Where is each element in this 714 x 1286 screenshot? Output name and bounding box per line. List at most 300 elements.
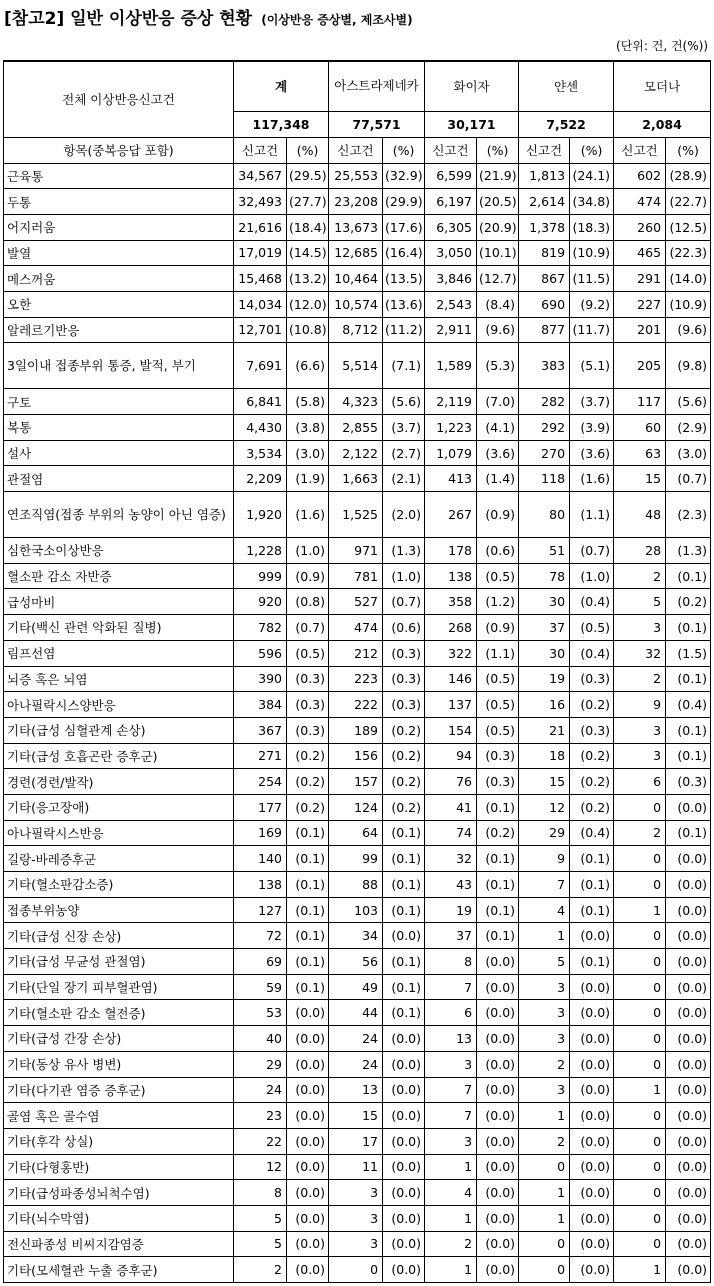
report-count-cell: 390 (234, 666, 287, 692)
moderna-total-value: 2,084 (614, 111, 711, 137)
report-count-cell: 24 (329, 1026, 383, 1052)
percent-cell: (5.8) (287, 389, 329, 415)
report-count-cell: 5 (234, 1205, 287, 1231)
report-count-cell: 177 (234, 794, 287, 820)
percent-cell: (0.1) (287, 846, 329, 872)
percent-cell: (0.0) (477, 1257, 519, 1283)
report-count-cell: 8 (425, 949, 477, 975)
percent-cell: (0.0) (666, 1128, 711, 1154)
percent-cell: (3.7) (570, 389, 614, 415)
percent-cell: (0.4) (666, 692, 711, 718)
page-subtitle: (이상반응 증상별, 제조사별) (261, 13, 413, 27)
percent-cell: (0.1) (287, 949, 329, 975)
percent-cell: (0.0) (570, 1128, 614, 1154)
percent-column-header: (%) (570, 137, 614, 163)
count-column-header: 신고건 (519, 137, 570, 163)
percent-cell: (0.2) (570, 769, 614, 795)
percent-cell: (18.3) (570, 214, 614, 240)
percent-column-header: (%) (383, 137, 425, 163)
percent-cell: (9.8) (666, 343, 711, 389)
report-count-cell: 1 (519, 1205, 570, 1231)
report-count-cell: 103 (329, 897, 383, 923)
percent-cell: (0.5) (477, 666, 519, 692)
report-count-cell: 13 (329, 1077, 383, 1103)
percent-cell: (0.0) (477, 1180, 519, 1206)
percent-cell: (1.9) (287, 466, 329, 492)
percent-cell: (0.0) (477, 974, 519, 1000)
report-count-cell: 189 (329, 717, 383, 743)
percent-cell: (5.6) (666, 389, 711, 415)
percent-cell: (0.1) (666, 820, 711, 846)
report-count-cell: 7 (425, 1103, 477, 1129)
percent-cell: (0.1) (287, 872, 329, 898)
percent-cell: (24.1) (570, 163, 614, 189)
report-count-cell: 17,019 (234, 240, 287, 266)
percent-cell: (0.0) (287, 1128, 329, 1154)
report-count-cell: 32 (425, 846, 477, 872)
symptom-label: 오한 (4, 291, 234, 317)
percent-cell: (0.0) (383, 1154, 425, 1180)
table-row (4, 820, 711, 846)
percent-cell: (0.3) (570, 717, 614, 743)
percent-cell: (0.1) (666, 563, 711, 589)
report-count-cell: 474 (329, 615, 383, 641)
percent-cell: (0.1) (383, 897, 425, 923)
table-row (4, 846, 711, 872)
adverse-event-table (3, 60, 711, 1283)
table-row (4, 415, 711, 441)
group-header-astrazeneca: 아스트라제네카 (329, 61, 425, 111)
report-count-cell: 137 (425, 692, 477, 718)
report-count-cell: 34,567 (234, 163, 287, 189)
report-count-cell: 2 (425, 1231, 477, 1257)
table-row (4, 640, 711, 666)
report-count-cell: 2,119 (425, 389, 477, 415)
report-count-cell: 4 (519, 897, 570, 923)
table-row (4, 666, 711, 692)
table-row (4, 1128, 711, 1154)
percent-cell: (0.0) (666, 1231, 711, 1257)
symptom-label: 기타(혈소판 감소 혈전증) (4, 1000, 234, 1026)
report-count-cell: 14,034 (234, 291, 287, 317)
report-count-cell: 292 (519, 415, 570, 441)
count-column-header: 신고건 (425, 137, 477, 163)
report-count-cell: 5 (519, 949, 570, 975)
report-count-cell: 0 (614, 1154, 666, 1180)
percent-cell: (0.0) (666, 1154, 711, 1180)
percent-cell: (0.0) (666, 974, 711, 1000)
report-count-cell: 56 (329, 949, 383, 975)
symptom-label: 기타(단일 장기 피부혈관염) (4, 974, 234, 1000)
report-count-cell: 1,228 (234, 538, 287, 564)
symptom-label: 기타(급성 신장 손상) (4, 923, 234, 949)
symptom-label: 심한국소이상반응 (4, 538, 234, 564)
report-count-cell: 999 (234, 563, 287, 589)
report-count-cell: 5 (614, 589, 666, 615)
percent-cell: (0.0) (666, 1026, 711, 1052)
percent-cell: (0.7) (666, 466, 711, 492)
table-row (4, 214, 711, 240)
report-count-cell: 3,846 (425, 266, 477, 292)
report-count-cell: 971 (329, 538, 383, 564)
report-count-cell: 3,050 (425, 240, 477, 266)
percent-cell: (0.1) (383, 1000, 425, 1026)
report-count-cell: 23,208 (329, 189, 383, 215)
percent-cell: (32.9) (383, 163, 425, 189)
report-count-cell: 94 (425, 743, 477, 769)
report-count-cell: 28 (614, 538, 666, 564)
table-body (4, 163, 711, 1283)
percent-cell: (0.3) (287, 717, 329, 743)
percent-cell: (0.3) (383, 666, 425, 692)
percent-cell: (0.0) (477, 1154, 519, 1180)
percent-cell: (0.5) (477, 717, 519, 743)
percent-cell: (8.4) (477, 291, 519, 317)
report-count-cell: 3 (329, 1180, 383, 1206)
symptom-label: 기타(급성파종성뇌척수염) (4, 1180, 234, 1206)
percent-cell: (0.0) (477, 1051, 519, 1077)
percent-cell: (0.0) (383, 1026, 425, 1052)
group-header-moderna: 모더나 (614, 61, 711, 111)
report-count-cell: 358 (425, 589, 477, 615)
percent-cell: (0.0) (287, 1205, 329, 1231)
report-count-cell: 5,514 (329, 343, 383, 389)
percent-cell: (0.1) (383, 974, 425, 1000)
report-count-cell: 41 (425, 794, 477, 820)
janssen-total-value: 7,522 (519, 111, 614, 137)
table-row (4, 743, 711, 769)
report-count-cell: 819 (519, 240, 570, 266)
report-count-cell: 140 (234, 846, 287, 872)
report-count-cell: 29 (234, 1051, 287, 1077)
report-count-cell: 222 (329, 692, 383, 718)
percent-cell: (1.6) (287, 492, 329, 538)
percent-cell: (0.2) (570, 743, 614, 769)
percent-cell: (0.7) (383, 589, 425, 615)
report-count-cell: 0 (614, 794, 666, 820)
table-row (4, 717, 711, 743)
percent-cell: (0.2) (570, 692, 614, 718)
percent-cell: (9.6) (666, 317, 711, 343)
percent-cell: (0.0) (477, 1205, 519, 1231)
report-count-cell: 3 (519, 1026, 570, 1052)
report-count-cell: 3 (519, 974, 570, 1000)
report-count-cell: 3 (614, 615, 666, 641)
symptom-label: 기타(응고장애) (4, 794, 234, 820)
percent-cell: (0.0) (287, 1257, 329, 1283)
percent-cell: (0.2) (287, 769, 329, 795)
table-row (4, 538, 711, 564)
report-count-cell: 0 (519, 1231, 570, 1257)
percent-cell: (13.6) (383, 291, 425, 317)
report-count-cell: 17 (329, 1128, 383, 1154)
percent-cell: (0.3) (383, 692, 425, 718)
percent-cell: (11.5) (570, 266, 614, 292)
report-count-cell: 48 (614, 492, 666, 538)
symptom-label: 기타(모세혈관 누출 증후군) (4, 1257, 234, 1283)
report-count-cell: 60 (614, 415, 666, 441)
percent-cell: (22.3) (666, 240, 711, 266)
percent-cell: (0.0) (570, 974, 614, 1000)
percent-cell: (0.5) (477, 563, 519, 589)
report-count-cell: 291 (614, 266, 666, 292)
percent-cell: (0.0) (477, 1103, 519, 1129)
percent-cell: (0.5) (477, 692, 519, 718)
group-header-janssen: 얀센 (519, 61, 614, 111)
report-count-cell: 4,430 (234, 415, 287, 441)
percent-cell: (14.0) (666, 266, 711, 292)
report-count-cell: 7 (519, 872, 570, 898)
percent-cell: (0.0) (666, 1077, 711, 1103)
report-count-cell: 127 (234, 897, 287, 923)
symptom-label: 발열 (4, 240, 234, 266)
percent-cell: (0.1) (666, 666, 711, 692)
report-count-cell: 0 (614, 1180, 666, 1206)
percent-cell: (11.7) (570, 317, 614, 343)
percent-cell: (0.1) (287, 923, 329, 949)
report-count-cell: 11 (329, 1154, 383, 1180)
symptom-label: 근육통 (4, 163, 234, 189)
report-count-cell: 227 (614, 291, 666, 317)
percent-cell: (0.0) (287, 1026, 329, 1052)
symptom-label: 구토 (4, 389, 234, 415)
report-count-cell: 205 (614, 343, 666, 389)
percent-cell: (3.7) (383, 415, 425, 441)
report-count-cell: 25,553 (329, 163, 383, 189)
table-row (4, 389, 711, 415)
report-count-cell: 32,493 (234, 189, 287, 215)
percent-cell: (0.1) (666, 743, 711, 769)
percent-cell: (0.0) (477, 1000, 519, 1026)
percent-cell: (2.1) (383, 466, 425, 492)
percent-cell: (0.0) (287, 1154, 329, 1180)
report-count-cell: 0 (614, 846, 666, 872)
percent-cell: (3.0) (287, 440, 329, 466)
percent-cell: (0.0) (570, 1000, 614, 1026)
symptom-label: 연조직염(접종 부위의 농양이 아닌 염증) (4, 492, 234, 538)
percent-cell: (2.9) (666, 415, 711, 441)
report-count-cell: 51 (519, 538, 570, 564)
symptom-label: 골염 혹은 골수염 (4, 1103, 234, 1129)
report-count-cell: 169 (234, 820, 287, 846)
percent-cell: (0.0) (666, 1051, 711, 1077)
percent-cell: (0.0) (666, 1180, 711, 1206)
report-count-cell: 2 (519, 1128, 570, 1154)
report-count-cell: 138 (425, 563, 477, 589)
symptom-label: 기타(뇌수막염) (4, 1205, 234, 1231)
report-count-cell: 1 (519, 1103, 570, 1129)
symptom-label: 설사 (4, 440, 234, 466)
percent-column-header: (%) (666, 137, 711, 163)
report-count-cell: 596 (234, 640, 287, 666)
percent-cell: (0.1) (570, 872, 614, 898)
percent-cell: (10.1) (477, 240, 519, 266)
percent-cell: (12.7) (477, 266, 519, 292)
percent-cell: (0.2) (383, 769, 425, 795)
percent-cell: (0.1) (570, 949, 614, 975)
report-count-cell: 0 (614, 1000, 666, 1026)
report-count-cell: 117 (614, 389, 666, 415)
report-count-cell: 15,468 (234, 266, 287, 292)
report-count-cell: 0 (614, 1103, 666, 1129)
report-count-cell: 18 (519, 743, 570, 769)
report-count-cell: 78 (519, 563, 570, 589)
table-row (4, 466, 711, 492)
report-count-cell: 24 (234, 1077, 287, 1103)
percent-cell: (0.6) (477, 538, 519, 564)
percent-cell: (0.8) (287, 589, 329, 615)
percent-cell: (0.0) (666, 949, 711, 975)
percent-cell: (29.5) (287, 163, 329, 189)
percent-cell: (1.2) (477, 589, 519, 615)
report-count-cell: 0 (614, 974, 666, 1000)
report-count-cell: 3 (614, 717, 666, 743)
table-row (4, 317, 711, 343)
report-count-cell: 76 (425, 769, 477, 795)
report-count-cell: 64 (329, 820, 383, 846)
percent-cell: (0.1) (383, 846, 425, 872)
percent-cell: (1.1) (477, 640, 519, 666)
report-count-cell: 602 (614, 163, 666, 189)
percent-cell: (0.0) (570, 1103, 614, 1129)
percent-cell: (5.1) (570, 343, 614, 389)
report-count-cell: 6,841 (234, 389, 287, 415)
report-count-cell: 1,589 (425, 343, 477, 389)
report-count-cell: 920 (234, 589, 287, 615)
report-count-cell: 383 (519, 343, 570, 389)
report-count-cell: 1,663 (329, 466, 383, 492)
percent-cell: (0.0) (383, 1231, 425, 1257)
percent-cell: (0.7) (287, 615, 329, 641)
percent-cell: (0.2) (383, 743, 425, 769)
report-count-cell: 260 (614, 214, 666, 240)
report-count-cell: 3 (425, 1051, 477, 1077)
symptom-label: 기타(급성 심혈관계 손상) (4, 717, 234, 743)
table-row (4, 1077, 711, 1103)
total-reports-label: 전체 이상반응신고건 (4, 61, 234, 137)
percent-cell: (16.4) (383, 240, 425, 266)
table-row (4, 923, 711, 949)
table-row (4, 692, 711, 718)
report-count-cell: 1 (425, 1205, 477, 1231)
table-row (4, 563, 711, 589)
report-count-cell: 1 (614, 897, 666, 923)
percent-column-header: (%) (287, 137, 329, 163)
percent-cell: (0.0) (287, 1000, 329, 1026)
percent-cell: (0.4) (570, 820, 614, 846)
report-count-cell: 1,378 (519, 214, 570, 240)
report-count-cell: 13,673 (329, 214, 383, 240)
symptom-label: 기타(급성 무균성 관절염) (4, 949, 234, 975)
symptom-label: 기타(혈소판감소증) (4, 872, 234, 898)
percent-cell: (0.2) (477, 820, 519, 846)
table-row (4, 769, 711, 795)
report-count-cell: 690 (519, 291, 570, 317)
table-row (4, 1257, 711, 1283)
report-count-cell: 49 (329, 974, 383, 1000)
percent-cell: (3.0) (666, 440, 711, 466)
percent-cell: (0.0) (287, 1231, 329, 1257)
percent-cell: (0.9) (287, 563, 329, 589)
percent-cell: (0.1) (287, 974, 329, 1000)
symptom-label: 어지러움 (4, 214, 234, 240)
percent-cell: (0.0) (287, 1077, 329, 1103)
symptom-label: 기타(다기관 염증 증후군) (4, 1077, 234, 1103)
report-count-cell: 43 (425, 872, 477, 898)
percent-cell: (21.9) (477, 163, 519, 189)
percent-cell: (0.0) (570, 1051, 614, 1077)
report-count-cell: 44 (329, 1000, 383, 1026)
percent-cell: (0.0) (383, 1128, 425, 1154)
percent-cell: (10.9) (570, 240, 614, 266)
report-count-cell: 867 (519, 266, 570, 292)
percent-cell: (0.0) (570, 1257, 614, 1283)
report-count-cell: 268 (425, 615, 477, 641)
percent-cell: (0.0) (570, 1154, 614, 1180)
percent-cell: (0.3) (287, 666, 329, 692)
percent-cell: (0.0) (287, 1103, 329, 1129)
percent-cell: (9.2) (570, 291, 614, 317)
symptom-label: 전신파종성 비씨지감염증 (4, 1231, 234, 1257)
percent-cell: (17.6) (383, 214, 425, 240)
percent-cell: (0.0) (666, 872, 711, 898)
percent-cell: (0.1) (287, 897, 329, 923)
percent-cell: (0.6) (383, 615, 425, 641)
report-count-cell: 2 (614, 563, 666, 589)
report-count-cell: 15 (329, 1103, 383, 1129)
report-count-cell: 2 (234, 1257, 287, 1283)
report-count-cell: 23 (234, 1103, 287, 1129)
percent-cell: (0.3) (287, 692, 329, 718)
percent-cell: (0.7) (570, 538, 614, 564)
table-row (4, 1231, 711, 1257)
report-count-cell: 19 (519, 666, 570, 692)
report-count-cell: 12,701 (234, 317, 287, 343)
percent-cell: (0.3) (477, 743, 519, 769)
percent-cell: (11.2) (383, 317, 425, 343)
percent-cell: (0.0) (666, 1205, 711, 1231)
report-count-cell: 21 (519, 717, 570, 743)
symptom-label: 기타(백신 관련 악화된 질병) (4, 615, 234, 641)
percent-cell: (4.1) (477, 415, 519, 441)
report-count-cell: 367 (234, 717, 287, 743)
report-count-cell: 157 (329, 769, 383, 795)
report-count-cell: 0 (519, 1257, 570, 1283)
report-count-cell: 223 (329, 666, 383, 692)
report-count-cell: 63 (614, 440, 666, 466)
table-row (4, 343, 711, 389)
report-count-cell: 6 (614, 769, 666, 795)
percent-cell: (1.0) (287, 538, 329, 564)
report-count-cell: 2,209 (234, 466, 287, 492)
symptom-label: 기타(급성 간장 손상) (4, 1026, 234, 1052)
percent-cell: (7.1) (383, 343, 425, 389)
report-count-cell: 0 (614, 949, 666, 975)
percent-cell: (0.0) (666, 1103, 711, 1129)
report-count-cell: 1,813 (519, 163, 570, 189)
report-count-cell: 124 (329, 794, 383, 820)
report-count-cell: 74 (425, 820, 477, 846)
percent-cell: (5.3) (477, 343, 519, 389)
report-count-cell: 3 (425, 1128, 477, 1154)
table-row (4, 1154, 711, 1180)
table-row (4, 163, 711, 189)
title-row (4, 4, 413, 30)
report-count-cell: 201 (614, 317, 666, 343)
report-count-cell: 1 (519, 923, 570, 949)
percent-cell: (34.8) (570, 189, 614, 215)
report-count-cell: 15 (519, 769, 570, 795)
